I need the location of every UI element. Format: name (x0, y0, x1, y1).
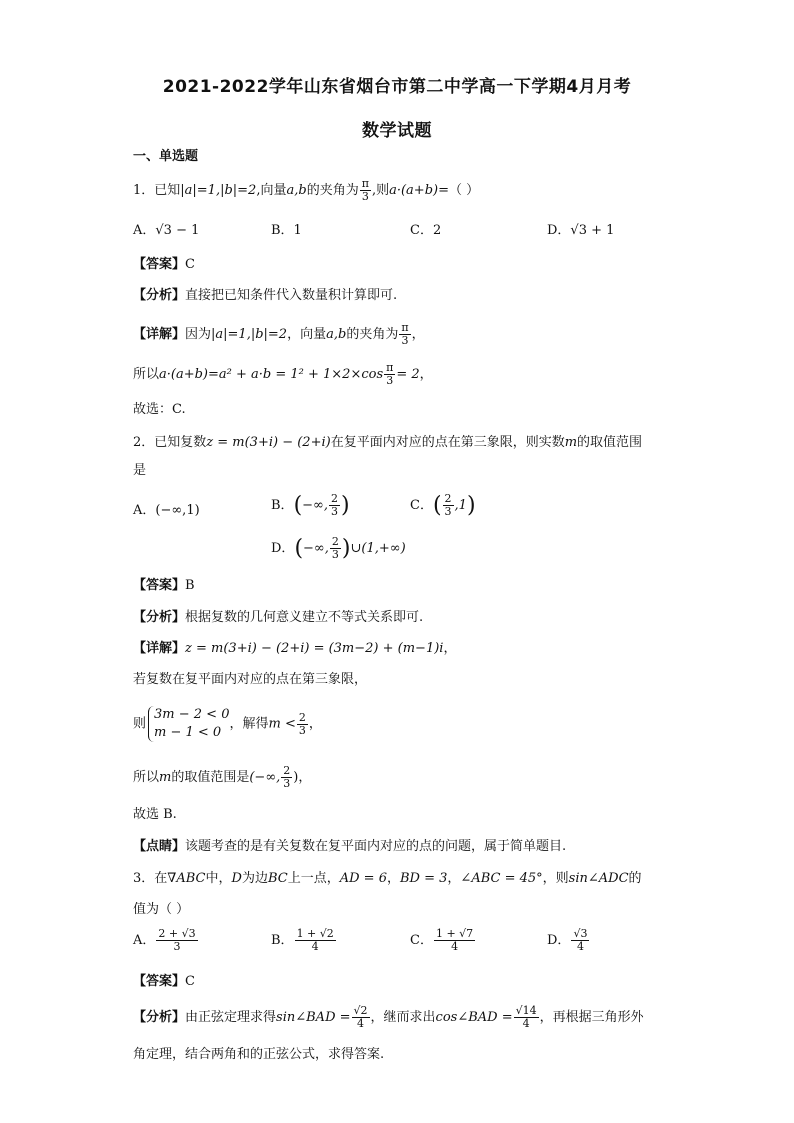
q2-answer: 【答案】B (133, 578, 195, 593)
q3-answer: 【答案】C (133, 974, 195, 989)
inequality-system: 3m − 2 < 0 m − 1 < 0 (148, 706, 229, 742)
q1-detail: 【详解】因为|a|=1,|b|=2，向量a,b的夹角为 $\frac{\pi}{3}$ ， (133, 321, 425, 347)
q1-conclusion: 故选：C. (133, 402, 186, 417)
fraction: $\frac{2 + √3}{3}$ (158, 927, 196, 953)
fraction: $\frac{2}{3}$ (331, 492, 339, 518)
q3-option-c: C． $\frac{1 + √7}{4}$ (410, 927, 474, 953)
fraction: $\frac{√2}{4}$ (353, 1004, 368, 1030)
q2-conclusion: 故选 B. (133, 807, 177, 822)
q2-analysis: 【分析】根据复数的几何意义建立不等式关系即可. (133, 610, 424, 625)
q2-comment: 【点睛】该题考查的是有关复数在复平面内对应的点的问题，属于简单题目. (133, 839, 567, 854)
q1-option-d: D．√3 + 1 (547, 223, 615, 238)
q2-stem-line2: 是 (133, 463, 147, 478)
fraction: $\frac{√3}{4}$ (573, 927, 588, 953)
fraction: $\frac{2}{3}$ (283, 764, 291, 790)
q3-option-d: D． $\frac{√3}{4}$ (547, 927, 588, 953)
q3-analysis: 【分析】由正弦定理求得sin∠BAD = $\frac{√2}{4}$ ，继而求出cos∠BAD = $\frac{√14}{4}$ ，再根据三角形外 (133, 1004, 644, 1030)
page-title: 2021-2022学年山东省烟台市第二中学高一下学期4月月考 (162, 77, 632, 97)
q1-option-b: B．1 (271, 223, 302, 238)
fraction: $\frac{√14}{4}$ (515, 1004, 537, 1030)
q3-option-b: B． $\frac{1 + √2}{4}$ (271, 927, 334, 953)
section-heading: 一、单选题 (133, 149, 199, 164)
fraction: $\frac{\pi}{3}$ (361, 177, 369, 203)
q3-stem: 3．在∇ABC中，D为边BC上一点，AD = 6，BD = 3，∠ABC = 45°，则sin∠ADC的 (133, 871, 642, 886)
q1-option-a: A．√3 − 1 (133, 223, 200, 238)
q1-option-c: C．2 (410, 223, 442, 238)
q2-option-c: C．( $\frac{2}{3}$ ,1) (410, 492, 476, 518)
q2-detail-line3: 则 3m − 2 < 0 m − 1 < 0 ，解得m < $\frac{2}{3}$ ， (133, 707, 322, 740)
q2-option-b: B．(−∞, $\frac{2}{3}$ ) (271, 492, 350, 518)
q1-stem: 1．已知|a|=1,|b|=2,向量a,b的夹角为 $\frac{\pi}{3}$ ,则a·(a+b)=（ ） (133, 177, 480, 203)
q3-analysis-line2: 角定理，结合两角和的正弦公式，求得答案. (133, 1047, 385, 1062)
q2-detail: 【详解】z = m(3+i) − (2+i) = (3m−2) + (m−1)i， (133, 641, 457, 656)
fraction: $\frac{2}{3}$ (444, 492, 452, 518)
fraction: $\frac{1 + √2}{4}$ (296, 927, 334, 953)
fraction: $\frac{2}{3}$ (298, 710, 306, 737)
fraction: $\frac{\pi}{3}$ (401, 321, 409, 347)
q1-detail-line2: 所以a·(a+b)=a² + a·b = 1² + 1×2×cos $\frac{\pi}{3}$ = 2， (133, 361, 433, 387)
q3-option-a: A． $\frac{2 + √3}{3}$ (133, 927, 196, 953)
q2-option-a: A．(−∞,1) (133, 503, 200, 518)
q1-analysis: 【分析】直接把已知条件代入数量积计算即可. (133, 288, 398, 303)
fraction: $\frac{\pi}{3}$ (386, 361, 394, 387)
q2-detail-line2: 若复数在复平面内对应的点在第三象限， (133, 672, 368, 687)
fraction: $\frac{1 + √7}{4}$ (435, 927, 474, 953)
q1-answer: 【答案】C (133, 257, 195, 272)
fraction: $\frac{2}{3}$ (331, 535, 339, 561)
q2-option-d: D．(−∞, $\frac{2}{3}$ )∪(1,+∞) (271, 535, 406, 561)
q2-stem: 2．已知复数z = m(3+i) − (2+i)在复平面内对应的点在第三象限，则实数m的取值范围 (133, 435, 643, 450)
q2-detail-line4: 所以m的取值范围是(−∞, $\frac{2}{3}$ )， (133, 764, 312, 790)
page-subtitle: 数学试题 (362, 121, 432, 141)
q3-stem-line2: 值为（ ） (133, 902, 190, 917)
